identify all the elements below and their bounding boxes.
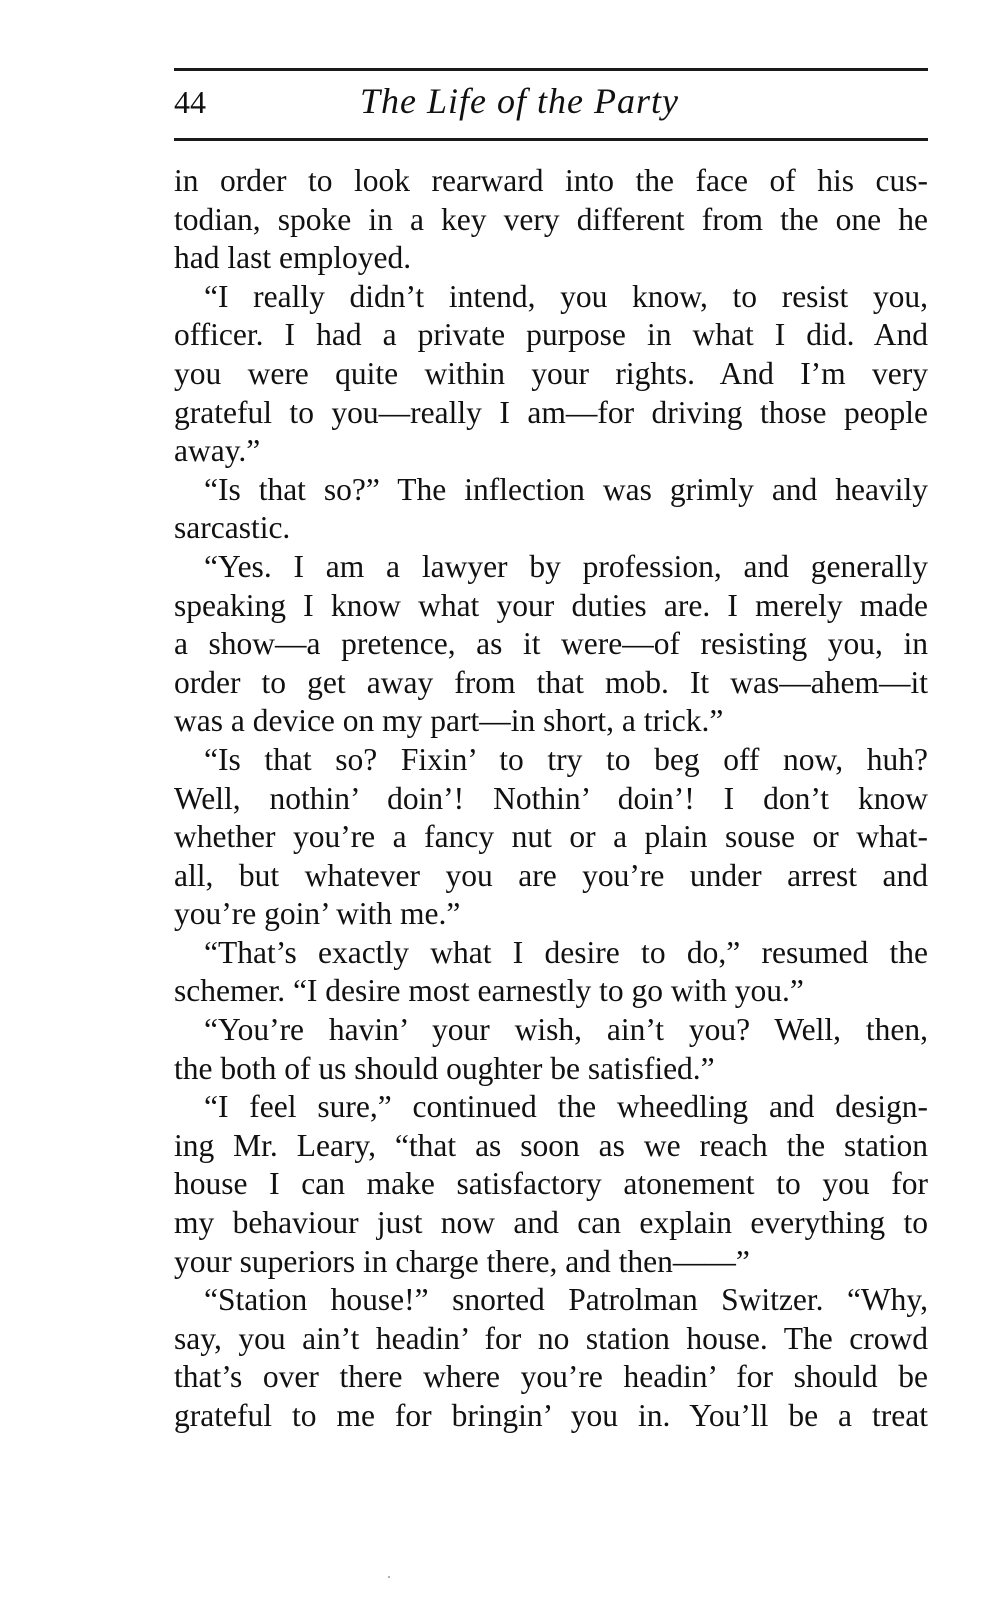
text-line: you were quite within your rights. And I’m very (174, 355, 928, 391)
text-line: away.” (174, 433, 261, 469)
text-line: “Yes. I am a lawyer by profession, and generally (204, 548, 928, 584)
text-line: my behaviour just now and can explain everything to (174, 1205, 928, 1241)
header-top-rule (174, 68, 928, 71)
text-line: a show—a pretence, as it were—of resisting you, in (174, 626, 928, 662)
text-line: Well, nothin’ doin’! Nothin’ doin’! I don’t know (174, 780, 928, 816)
text-line: the both of us should oughter be satisfied.” (174, 1050, 715, 1086)
text-line: “That’s exactly what I desire to do,” resumed the (204, 934, 928, 970)
text-line: sarcastic. (174, 510, 291, 546)
text-line: “Is that so?” The inflection was grimly and heavily (204, 471, 928, 507)
text-line: had last employed. (174, 240, 412, 276)
text-line: your superiors in charge there, and then——” (174, 1243, 750, 1279)
text-line: that’s over there where you’re headin’ for should be (174, 1359, 928, 1395)
text-line: ing Mr. Leary, “that as soon as we reach the station (174, 1127, 928, 1163)
header-bottom-rule (174, 138, 928, 141)
text-line: was a device on my part—in short, a trick.” (174, 703, 724, 739)
text-line: in order to look rearward into the face of his cus- (174, 163, 928, 198)
running-title: The Life of the Party (360, 81, 679, 121)
text-line: “You’re havin’ your wish, ain’t you? Well, then, (204, 1012, 928, 1048)
text-line: grateful to you—really I am—for driving those people (174, 394, 928, 430)
body-text (174, 162, 928, 1436)
text-line: “I really didn’t intend, you know, to resist you, (204, 278, 928, 314)
text-line: schemer. “I desire most earnestly to go with you.” (174, 973, 804, 1009)
text-line: house I can make satisfactory atonement to you for (174, 1166, 928, 1202)
text-line: all, but whatever you are you’re under arrest and (174, 857, 928, 893)
page-number: 44 (174, 84, 206, 120)
text-line: speaking I know what your duties are. I merely made (174, 587, 928, 623)
text-line: you’re goin’ with me.” (174, 896, 461, 932)
text-line: whether you’re a fancy nut or a plain souse or what- (174, 819, 928, 855)
text-line: order to get away from that mob. It was—ahem—it (174, 664, 928, 700)
text-line: officer. I had a private purpose in what I did. And (174, 317, 928, 353)
text-line: say, you ain’t headin’ for no station house. The crowd (174, 1320, 928, 1356)
paper-speck (388, 1576, 390, 1578)
text-line: “I feel sure,” continued the wheedling and design- (204, 1089, 928, 1125)
text-line: “Is that so? Fixin’ to try to beg off now, huh? (204, 741, 928, 777)
text-line: “Station house!” snorted Patrolman Switzer. “Why, (204, 1282, 928, 1318)
text-line: grateful to me for bringin’ you in. You’ll be a treat (174, 1398, 928, 1433)
text-line: todian, spoke in a key very different from the one he (174, 201, 928, 237)
